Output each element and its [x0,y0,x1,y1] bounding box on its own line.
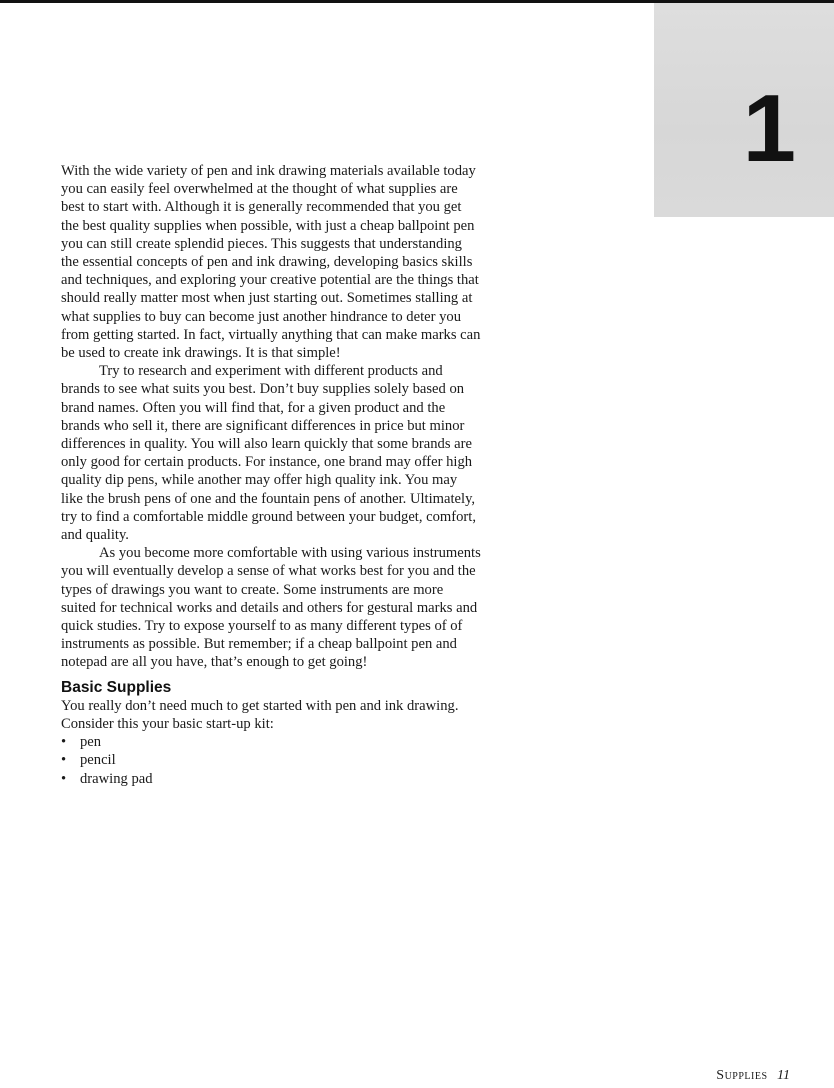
body-text [61,162,481,788]
paragraph-intro: With the wide variety of pen and ink drawing materials available today you can easily feel overwhelmed at the thought of what supplies are best to start with. Although it is generally recommended that you get the best quality supplies when possible, with just a cheap ballpoint pen you can still create splendid pieces. This suggests that understanding the essential concepts of pen and ink drawing, developing basics skills and techniques, and exploring your creative potential are the things that should really matter most when just starting out. Sometimes stalling at what supplies to buy can become just another hindrance to deter you from getting started. In fact, virtually anything that can make marks can be used to create ink drawings. It is that simple! [61,163,481,362]
supply-list [61,733,481,788]
list-item-label: pencil [80,752,116,769]
section-heading: Basic Supplies [61,678,172,696]
list-item [61,770,481,788]
list-item [61,733,481,751]
list-item-label: drawing pad [80,770,153,787]
bullet: • [61,734,67,751]
bullet: • [61,770,67,787]
section-intro: You really don’t need much to get started with pen and ink drawing. Consider this your basic start-up kit: [61,697,459,732]
list-item-label: pen [80,734,102,751]
list-item [61,751,481,769]
chapter-tab [654,3,834,217]
bullet: • [61,752,67,769]
page-number: 11 [777,1068,790,1083]
running-head: Supplies [716,1068,768,1083]
paragraph-research: Try to research and experiment with different products and brands to see what suits you best. Don’t buy supplies solely based on brand names. Often you will find that, for a given product and the brands who sell it, there are significant differences in price but minor differences in quality. You will also learn quickly that some brands are only good for certain products. For instance, one brand may offer high quality dip pens, while another may offer high quality ink. You may like the brush pens of one and the fountain pens of another. Ultimately, try to find a comfortable middle ground between your budget, comfort, and quality. [61,363,476,544]
paragraph-instruments: As you become more comfortable with using various instruments you will eventually develop a sense of what works best for you and the types of drawings you want to create. Some instruments are more suited for technical works and details and others for gestural marks and quick studies. Try to expose yourself to as many different types of of instruments as possible. But remember; if a cheap ballpoint pen and notepad are all you have, that’s enough to get going! [61,545,481,671]
page-footer [716,1068,790,1084]
chapter-number: 1 [742,75,794,182]
